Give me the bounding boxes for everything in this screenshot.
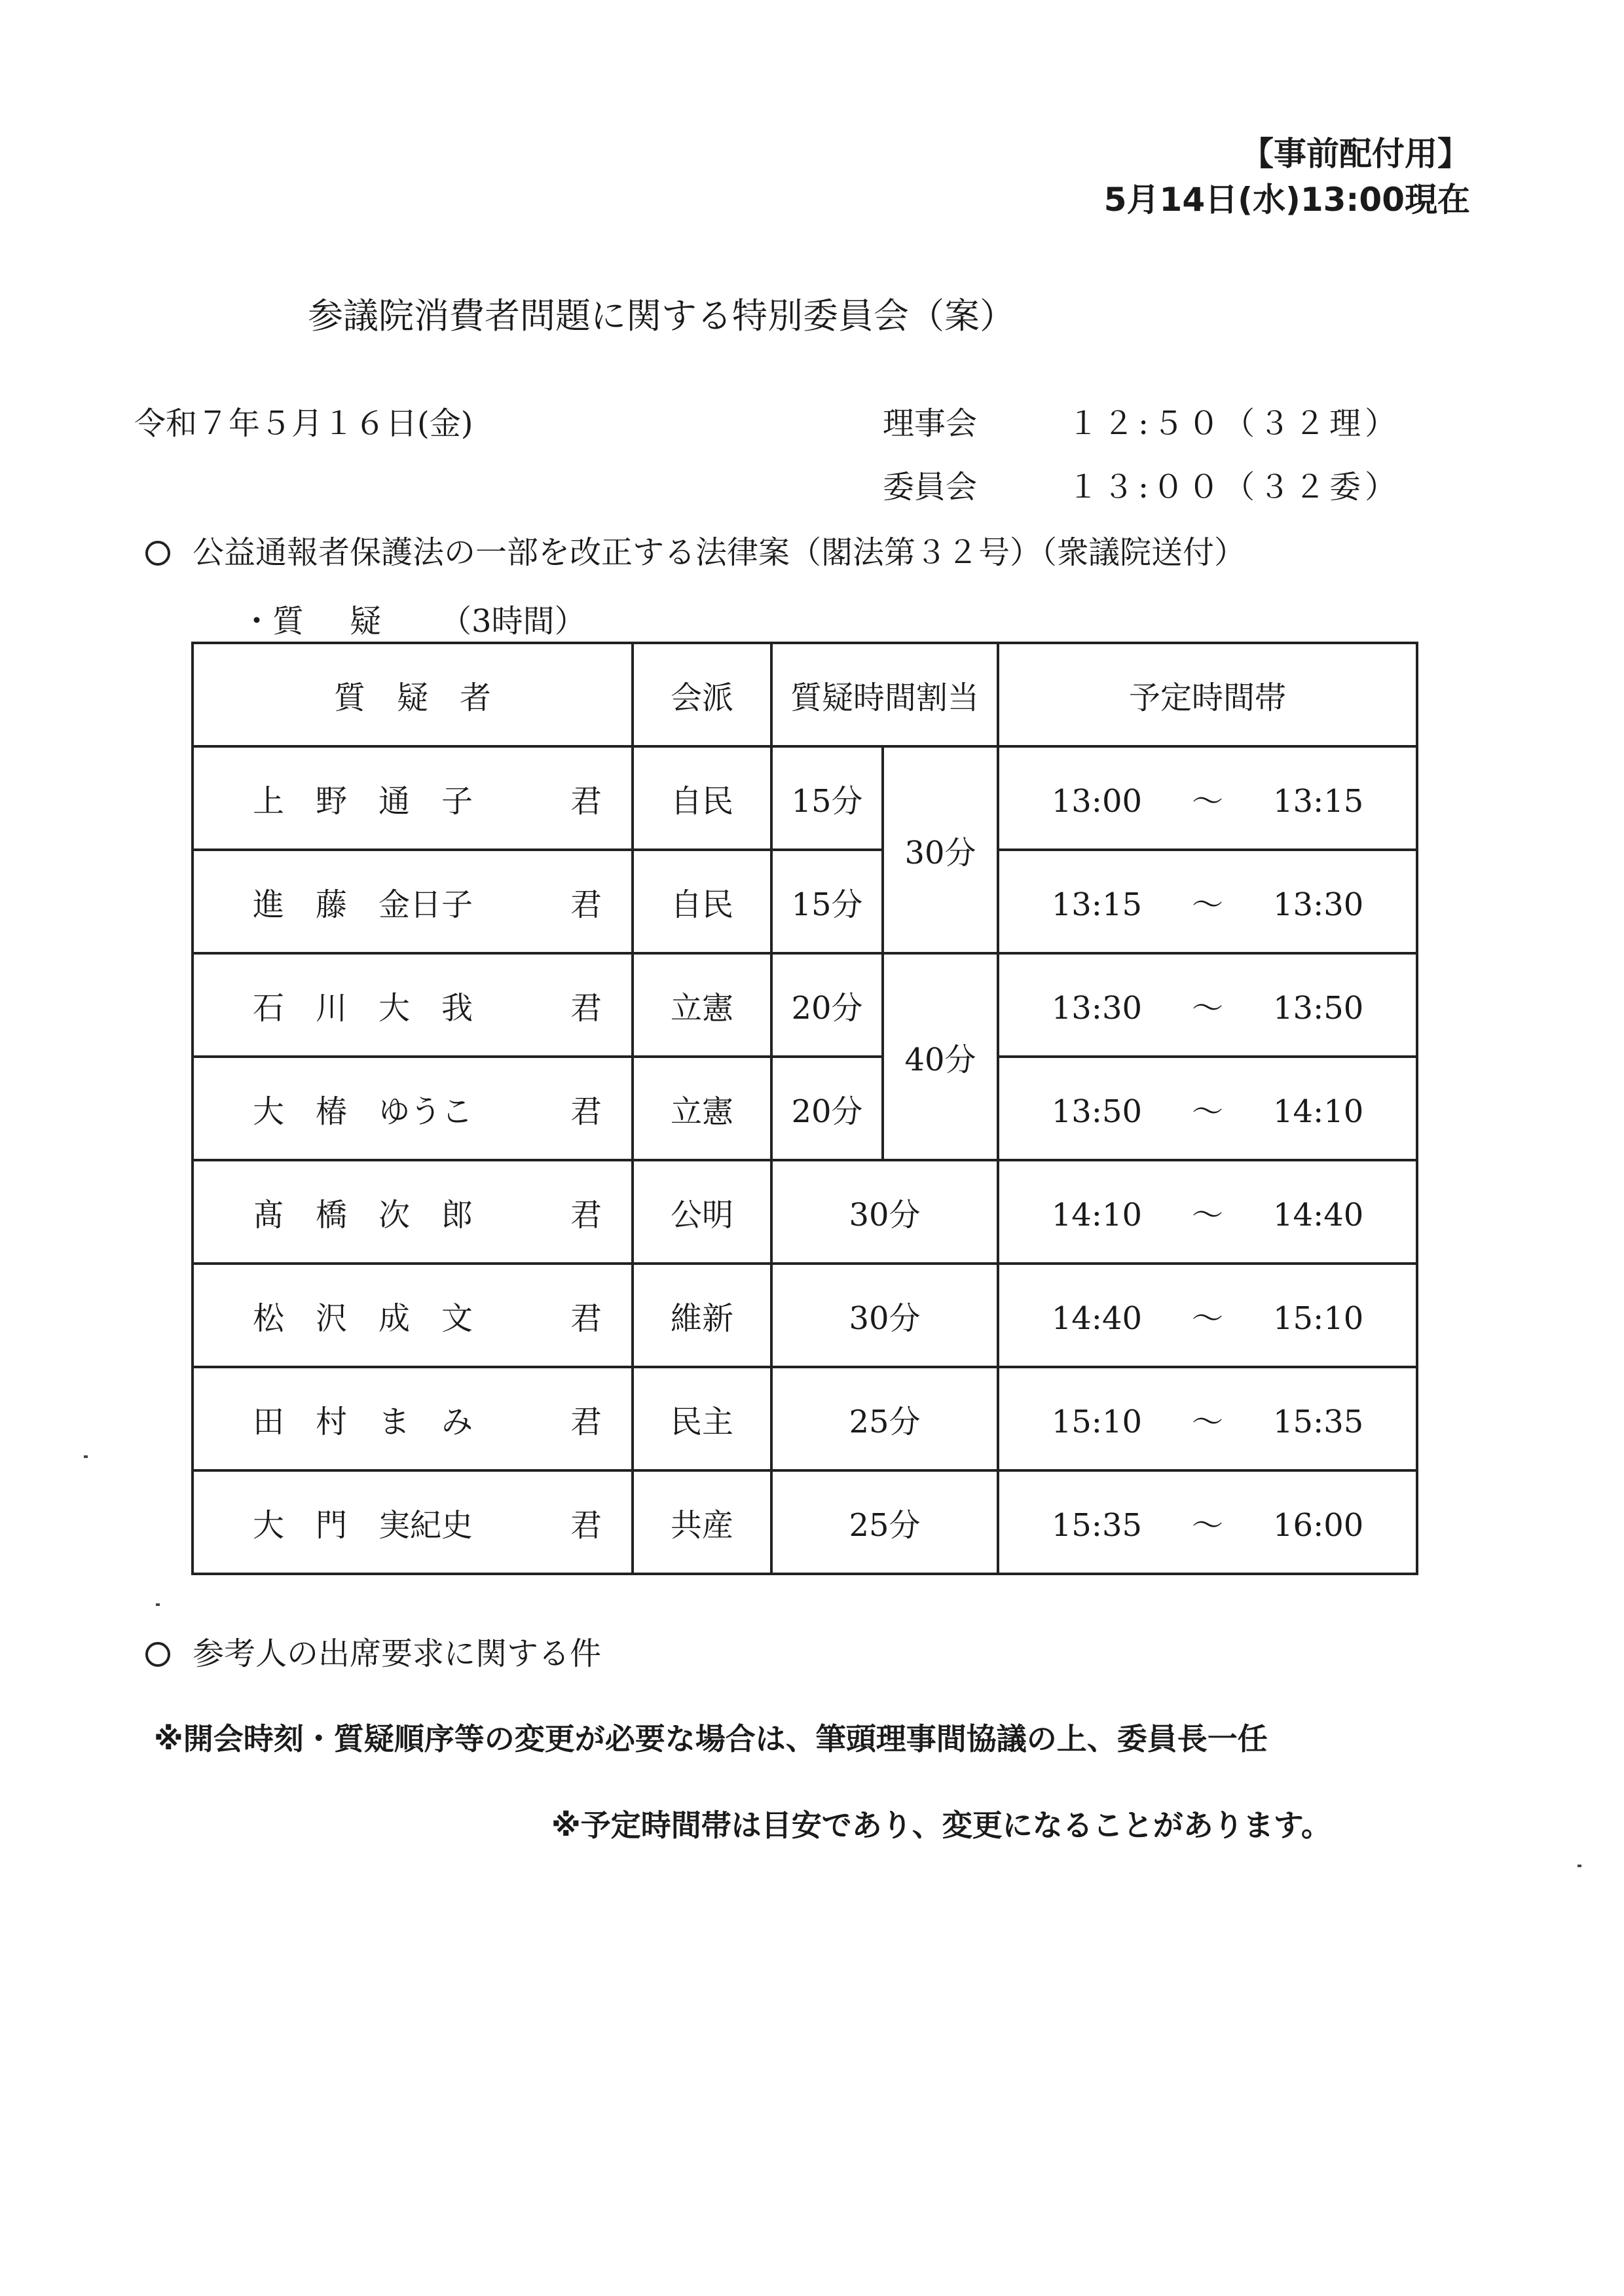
party: 維新: [633, 1264, 771, 1367]
table-row: [193, 850, 1417, 953]
party: 立憲: [633, 953, 771, 1057]
scheduled-time: 15:10 ～ 15:35: [998, 1367, 1417, 1470]
questioner-name: 進 藤 金日子 君: [193, 850, 633, 953]
table-row: [193, 1057, 1417, 1160]
document-title: 参議院消費者問題に関する特別委員会（案）: [308, 295, 1015, 337]
scan-speck: [84, 1455, 88, 1458]
questioner-name: 髙 橋 次 郎 君: [193, 1160, 633, 1264]
scan-speck: [156, 1603, 160, 1606]
party: 公明: [633, 1160, 771, 1264]
time-allocation: 15分: [771, 746, 883, 850]
header-party: 会派: [633, 643, 771, 746]
time-allocation: 30分: [771, 1160, 998, 1264]
party: 民主: [633, 1367, 771, 1470]
party: 自民: [633, 850, 771, 953]
committee-meeting-time: １３:００（３２委）: [1067, 469, 1401, 505]
table-row: [193, 953, 1417, 1057]
group-allocation: 40分: [883, 953, 998, 1160]
note-schedule-change: ※開会時刻・質疑順序等の変更が必要な場合は、筆頭理事間協議の上、委員長一任: [154, 1721, 1268, 1757]
party: 立憲: [633, 1057, 771, 1160]
sub-label-1: ・質: [241, 603, 304, 640]
header-scheduled-time: 予定時間帯: [998, 643, 1417, 746]
questioner-name: 松 沢 成 文 君: [193, 1264, 633, 1367]
bill-title: 公益通報者保護法の一部を改正する法律案（閣法第３２号）（衆議院送付）: [193, 534, 1246, 571]
group-allocation: 30分: [883, 746, 998, 953]
scan-speck: [1578, 1865, 1581, 1867]
agenda-item-reference: [145, 1628, 601, 1673]
table-row: [193, 746, 1417, 850]
circle-bullet-icon: [145, 1642, 170, 1667]
agenda-item-bill: [145, 527, 1246, 572]
directors-meeting-label: 理事会: [883, 405, 978, 442]
questioning-subheading: [241, 596, 586, 641]
time-allocation: 30分: [771, 1264, 998, 1367]
table-row: [193, 1160, 1417, 1264]
committee-meeting-label: 委員会: [883, 469, 978, 505]
distribution-tag: 【事前配付用】: [1241, 135, 1470, 173]
time-allocation: 25分: [771, 1367, 998, 1470]
scheduled-time: 13:50 ～ 14:10: [998, 1057, 1417, 1160]
time-allocation: 15分: [771, 850, 883, 953]
note-time-approximate: ※予定時間帯は目安であり、変更になることがあります。: [551, 1808, 1332, 1843]
table-row: [193, 1367, 1417, 1470]
scheduled-time: 14:40 ～ 15:10: [998, 1264, 1417, 1367]
table-row: [193, 1264, 1417, 1367]
as-of-timestamp: 5月14日(水)13:00現在: [1103, 181, 1470, 219]
questioner-name: 田 村 ま み 君: [193, 1367, 633, 1470]
scheduled-time: 13:15 ～ 13:30: [998, 850, 1417, 953]
reference-title: 参考人の出席要求に関する件: [193, 1635, 602, 1672]
questioner-name: 大 椿 ゆうこ 君: [193, 1057, 633, 1160]
party: 共産: [633, 1470, 771, 1574]
party: 自民: [633, 746, 771, 850]
scheduled-time: 13:30 ～ 13:50: [998, 953, 1417, 1057]
table-header-row: [193, 643, 1417, 746]
time-allocation: 20分: [771, 953, 883, 1057]
time-allocation: 20分: [771, 1057, 883, 1160]
header-questioner: 質 疑 者: [193, 643, 633, 746]
scheduled-time: 14:10 ～ 14:40: [998, 1160, 1417, 1264]
scheduled-time: 15:35 ～ 16:00: [998, 1470, 1417, 1574]
questioner-name: 石 川 大 我 君: [193, 953, 633, 1057]
sub-label-2: 疑: [350, 603, 382, 640]
time-allocation: 25分: [771, 1470, 998, 1574]
circle-bullet-icon: [145, 541, 170, 566]
questioner-name: 大 門 実紀史 君: [193, 1470, 633, 1574]
questioner-name: 上 野 通 子 君: [193, 746, 633, 850]
directors-meeting-time: １２:５０（３２理）: [1067, 405, 1401, 442]
header-time-allocation: 質疑時間割当: [771, 643, 998, 746]
table-row: [193, 1470, 1417, 1574]
meeting-date: 令和７年５月１６日(金): [134, 405, 473, 442]
sub-duration: （3時間）: [440, 603, 586, 640]
questioning-schedule-table: [191, 642, 1418, 1575]
scheduled-time: 13:00 ～ 13:15: [998, 746, 1417, 850]
